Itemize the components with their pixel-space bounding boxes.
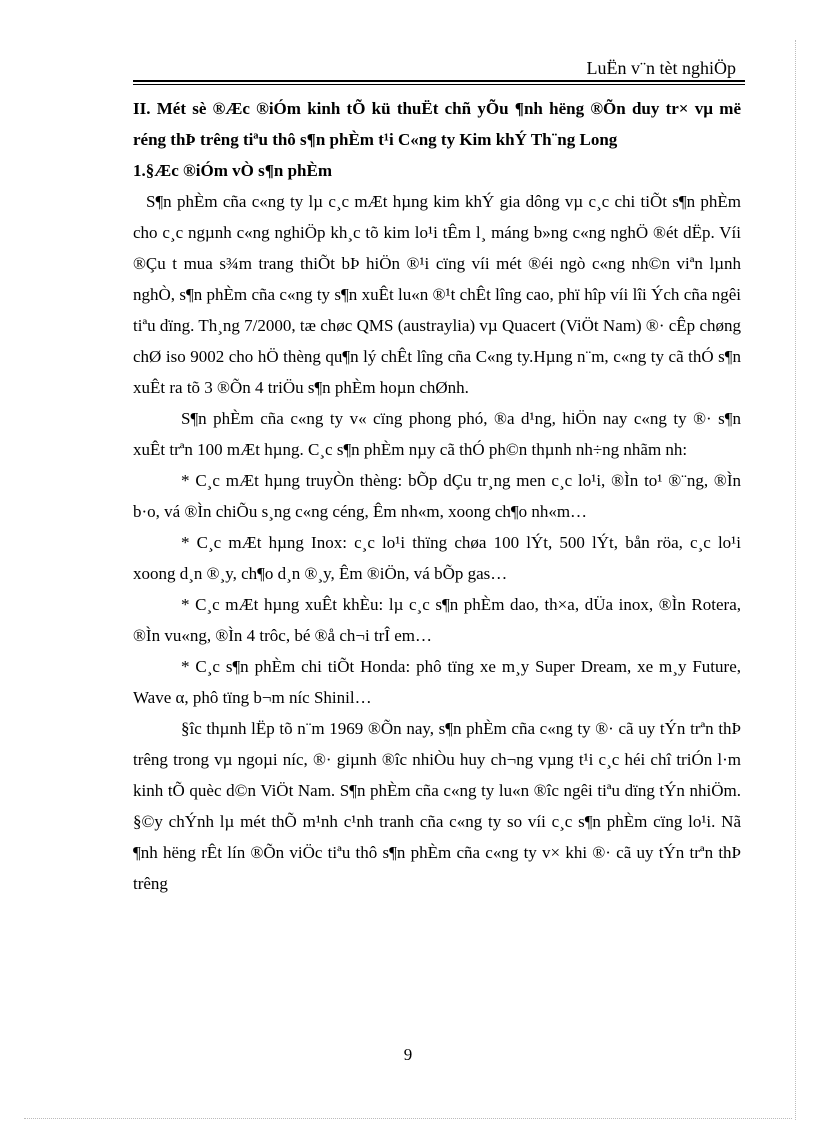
subsection-heading: 1.§Æc ®iÓm vÒ s¶n phÈm bbox=[133, 161, 332, 180]
page-number: 9 bbox=[403, 1045, 413, 1064]
list-item-honda: * C¸c s¶n phÈm chi tiÕt Honda: phô tïng xe m¸y Super Dream, xe m¸y Future, Wave α, phô tïng b¬m níc Shinil… bbox=[133, 657, 741, 707]
section-heading: II. Mét sè ®Æc ®iÓm kinh tÕ kü thuËt chñ yÕu ¶nh hëng ®Õn duy tr× vµ më réng thÞ trêng tiªu thô s¶n phÈm t¹i C«ng ty Kim khÝ Th¨ng Long bbox=[133, 99, 741, 149]
running-header: LuËn v¨n tèt nghiÖp bbox=[586, 58, 736, 78]
body-content bbox=[133, 93, 741, 899]
list-item-traditional: * C¸c mÆt hµng truyÒn thèng: bÕp dÇu tr¸ng men c¸c lo¹i, ®Ìn to¹ ®¨ng, ®Ìn b·o, vá ®Ìn chiÕu s¸ng c«ng céng, Êm nh«m, xoong ch¶o nh«m… bbox=[133, 471, 741, 521]
list-item-export: * C¸c mÆt hµng xuÊt khÈu: lµ c¸c s¶n phÈm dao, th×a, dÜa inox, ®Ìn Rotera, ®Ìn vu«ng, ®Ìn 4 trôc, bé ®å ch¬i trÎ em… bbox=[133, 595, 741, 645]
side-divider bbox=[795, 40, 796, 1120]
paragraph-product-overview: S¶n phÈm cña c«ng ty lµ c¸c mÆt hµng kim khÝ gia dông vµ c¸c chi tiÕt s¶n phÈm cho c¸c ngµnh c«ng nghiÖp kh¸c tõ kim lo¹i tÊm l¸ máng b»ng c«ng nghÖ ®ét dËp. Víi ®Çu t mua s¾m trang thiÕt bÞ hiÖn ®¹i cïng víi mét ®éi ngò c«ng nh©n viªn lµnh nghÒ, s¶n phÈm cña c«ng ty s¶n xuÊt lu«n ®¹t chÊt lîng cao, phï hîp víi lîi Ých cña ngêi tiªu dïng. Th¸ng 7/2000, tæ chøc QMS (austraylia) vµ Quacert (ViÖt Nam) ®· cÊp chøng chØ iso 9002 cho hÖ thèng qu¶n lý chÊt lîng cña C«ng ty.Hµng n¨m, c«ng ty cã thÓ s¶n xuÊt ra tõ 3 ®Õn 4 triÖu s¶n phÈm hoµn chØnh. bbox=[133, 192, 741, 397]
paragraph-reputation: §îc thµnh lËp tõ n¨m 1969 ®Õn nay, s¶n phÈm cña c«ng ty ®· cã uy tÝn trªn thÞ trêng trong vµ ngoµi níc, ®· giµnh ®îc nhiÒu huy ch¬ng vµng t¹i c¸c héi chî triÓn l·m kinh tÕ quèc d©n ViÖt Nam. S¶n phÈm cña c«ng ty lu«n ®îc ngêi tiªu dïng tÝn nhiÖm. §©y chÝnh lµ mét thÕ m¹nh c¹nh tranh cña c«ng ty so víi c¸c s¶n phÈm cïng lo¹i. Nã ¶nh hëng rÊt lín ®Õn viÖc tiªu thô s¶n phÈm cña c«ng ty v× khi ®· cã uy tÝn trªn thÞ trêng bbox=[133, 719, 741, 893]
header-rule-thick bbox=[133, 80, 745, 82]
list-item-inox: * C¸c mÆt hµng Inox: c¸c lo¹i thïng chøa 100 lÝt, 500 lÝt, bån röa, c¸c lo¹i xoong d¸n ®¸y, ch¶o d¸n ®¸y, Êm ®iÖn, vá bÕp gas… bbox=[133, 533, 741, 583]
paragraph-product-range: S¶n phÈm cña c«ng ty v« cïng phong phó, ®a d¹ng, hiÖn nay c«ng ty ®· s¶n xuÊt trªn 100 mÆt hµng. C¸c s¶n phÈm nµy cã thÓ ph©n thµnh nh÷ng nhãm nh: bbox=[133, 409, 741, 459]
header-rule-thin bbox=[133, 84, 745, 85]
footer-divider bbox=[24, 1118, 792, 1119]
